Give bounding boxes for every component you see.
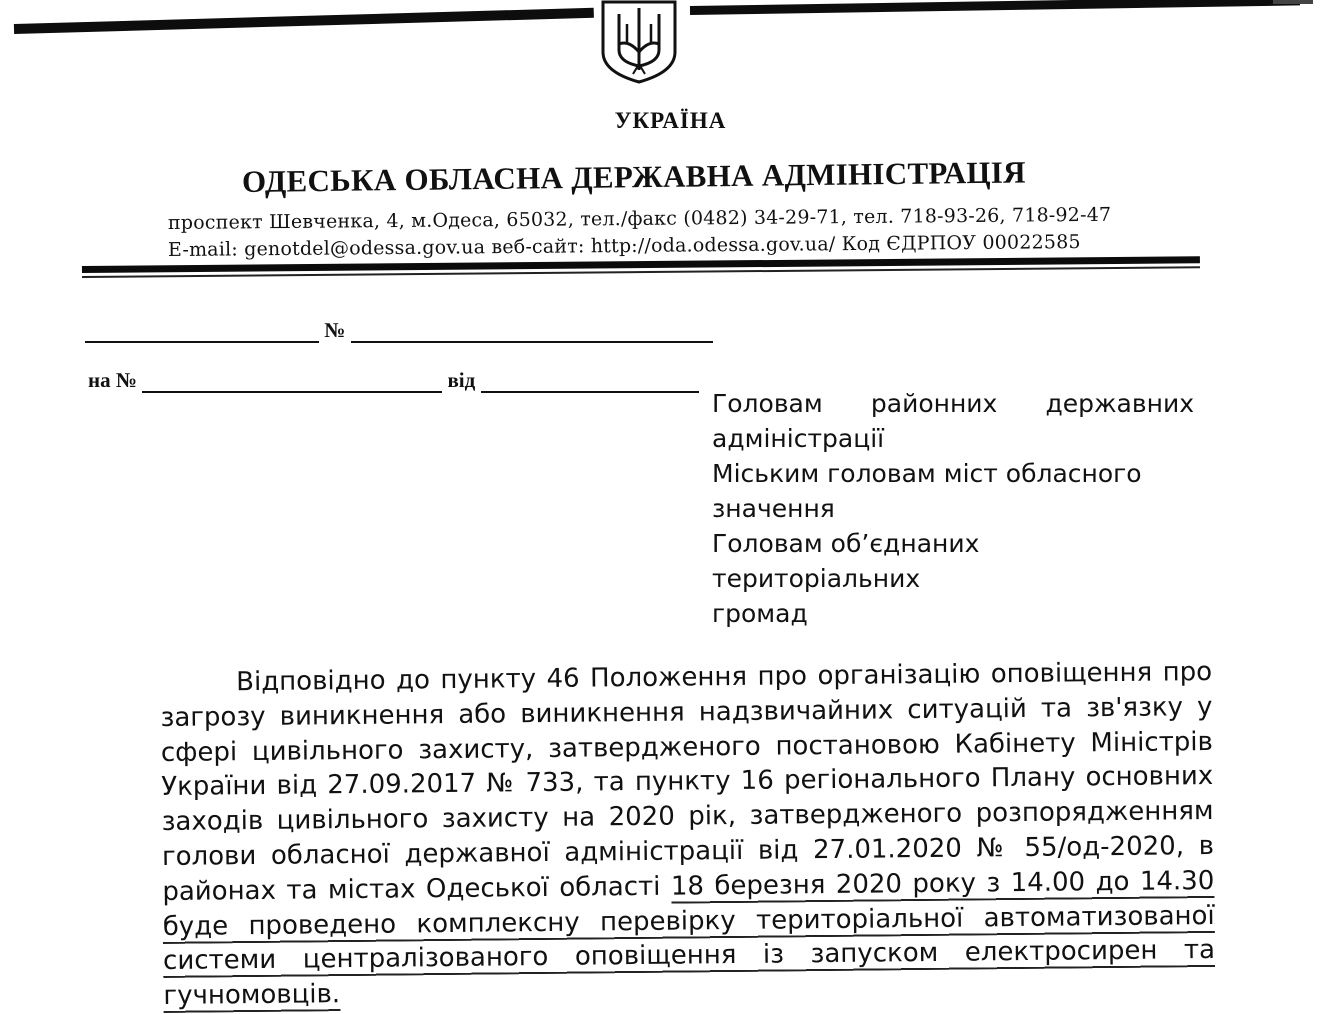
- corner-mark: [1273, 0, 1313, 4]
- contact-address-line: проспект Шевченка, 4, м.Одеса, 65032, тел./факс (0482) 34-29-71, тел. 718-93-26, 718-92-47: [167, 203, 1112, 234]
- coat-of-arms-icon: [597, 0, 681, 84]
- addressee-line: Головам об’єднаних територіальних: [712, 529, 980, 593]
- body-paragraph: [160, 655, 1216, 1014]
- addressee-line: адміністрації: [712, 424, 885, 453]
- top-border-line: [14, 8, 594, 34]
- addressee-block: [712, 386, 1194, 631]
- reply-number-label: на №: [88, 368, 137, 392]
- body-text-underlined: 18 березня 2020 року з 14.00 до 14.30 буде проведено комплексну перевірку територіальної автоматизованої системи централізованого оповіщення із запуском електросирен та гучномовців.: [162, 865, 1216, 1012]
- outgoing-number-row: [85, 318, 713, 343]
- top-border-line-right: [690, 0, 1300, 15]
- number-blank: [351, 319, 713, 343]
- date-blank: [85, 319, 319, 343]
- organization-title: ОДЕСЬКА ОБЛАСНА ДЕРЖАВНА АДМІНІСТРАЦІЯ: [241, 154, 1027, 199]
- body-text-main: Відповідно до пункту 46 Положення про організацію оповіщення про загрозу виникнення або виникнення надзвичайних ситуацій та зв'язку у сфері цивільного захисту, затвердженого постановою Кабінету Міністрів України від 27.09.2017 № 733, та пункту 16 регіонального Плану основних заходів цивільного захисту на 2020 рік, затвердженого розпорядженням голови обласної державної адміністрації від 27.01.2020 № 55/од-2020, в районах та містах Одеської області: [160, 656, 1215, 907]
- addressee-line: Головам районних державних: [712, 389, 1194, 418]
- country-heading: УКРАЇНА: [614, 108, 727, 133]
- reply-date-blank: [481, 369, 699, 393]
- contact-email-line: E-mail: genotdel@odessa.gov.ua веб-сайт: http://oda.odessa.gov.ua/ Код ЄДРПОУ 00022585: [167, 231, 1081, 261]
- addressee-line: Міським головам міст обласного: [712, 459, 1142, 488]
- reply-date-label: від: [447, 368, 476, 392]
- number-sign: №: [324, 318, 346, 342]
- reply-reference-row: [88, 368, 699, 393]
- reply-number-blank: [142, 369, 442, 393]
- addressee-line: значення: [712, 494, 835, 523]
- letter-body: [160, 655, 1216, 1014]
- addressee-line: громад: [712, 599, 808, 628]
